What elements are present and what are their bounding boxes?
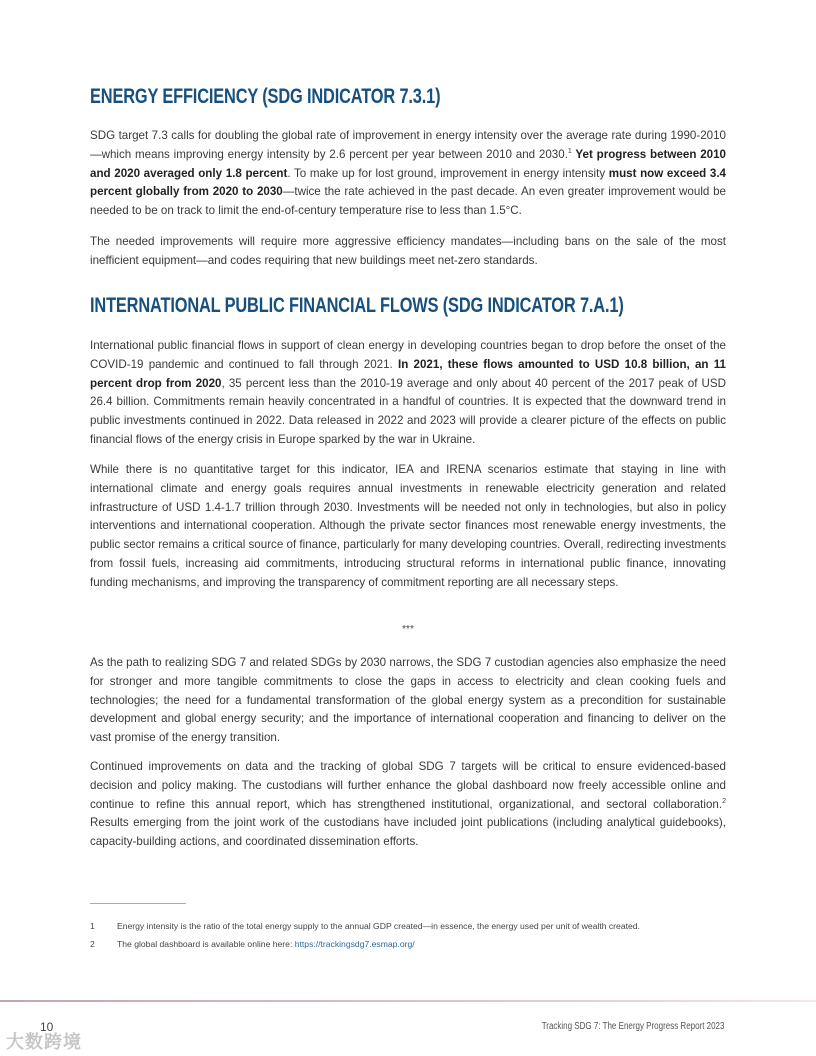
footnote-number: 2 <box>90 939 95 949</box>
section-heading-energy-efficiency: ENERGY EFFICIENCY (SDG INDICATOR 7.3.1) <box>90 85 441 108</box>
text: —twice the rate achieved in the past decade. An even greater improvement would be needed to be on track to limit the end-of-century temperature rise to less than 1.5°C. <box>90 185 726 218</box>
text: International public financial flows in support of clean energy in developing countries began to drop before the onset of the COVID-19 pandemic and continued to fall through 2021. <box>90 339 726 371</box>
closing-paragraph-2 <box>90 758 726 852</box>
energy-efficiency-paragraph-1 <box>90 127 726 221</box>
financial-flows-paragraph-1 <box>90 337 726 450</box>
dashboard-link[interactable]: https://trackingsdg7.esmap.org/ <box>294 939 415 949</box>
bold-text: must now exceed 3.4 percent globally from 2020 to 2030 <box>90 166 726 199</box>
text: , 35 percent less than the 2010-19 average and only about 40 percent of the 2017 peak of USD 26.4 billion. Commitments remain heavily concentrated in a handful of countries. It is expected that the downward trend in public investments continued in 2022. Data released in 2022 and 2023 will provide a clearer picture of the effects on public financial flows of the energy crisis in Europe sparked by the war in Ukraine. <box>90 376 726 446</box>
running-title: Tracking SDG 7: The Energy Progress Report 2023 <box>541 1021 724 1032</box>
footer-divider <box>0 1000 816 1002</box>
footnote-divider <box>90 903 186 904</box>
closing-paragraph-1: As the path to realizing SDG 7 and related SDGs by 2030 narrows, the SDG 7 custodian agencies also emphasize the need for stronger and more tangible commitments to close the gaps in access to electricity and clean cooking fuels and technologies; the need for a fundamental transformation of the global energy system as a precondition for sustainable development and global energy security; and the importance of international cooperation and financing to deliver on the vast promise of the energy transition. <box>90 656 726 745</box>
footnote-ref[interactable]: 2 <box>722 797 726 805</box>
bold-text: In 2021, these flows amounted to USD 10.8 billion, an 11 percent drop from 2020 <box>90 357 726 390</box>
section-heading-public-financial-flows: INTERNATIONAL PUBLIC FINANCIAL FLOWS (SDG INDICATOR 7.A.1) <box>90 294 624 317</box>
footnote-ref[interactable]: 1 <box>567 147 572 155</box>
footnote-text: Energy intensity is the ratio of the total energy supply to the annual GDP created—in essence, the energy used per unit of wealth created. <box>117 921 640 931</box>
energy-efficiency-paragraph-2: The needed improvements will require more aggressive efficiency mandates—including bans on the sale of the most inefficient equipment—and codes requiring that new buildings meet net-zero standards. <box>90 235 726 267</box>
footnote-text: The global dashboard is available online here: <box>117 939 295 949</box>
text: Results emerging from the joint work of the custodians have included joint publications (including analytical guidebooks), capacity-building actions, and coordinated dissemination efforts. <box>90 816 726 849</box>
page-number: 10 <box>40 1020 54 1034</box>
bold-text: Yet progress between 2010 and 2020 averaged only 1.8 percent <box>90 147 726 180</box>
footnote-1 <box>90 921 640 931</box>
section-separator: *** <box>402 624 414 635</box>
text: SDG target 7.3 calls for doubling the global rate of improvement in energy intensity over the average rate during 1990-2010—which means improving energy intensity by 2.6 percent per year between 2010 and 2030. <box>90 129 726 161</box>
watermark-logo: 大数跨境 <box>6 1032 82 1052</box>
text: . To make up for lost ground, improvement in energy intensity <box>287 166 609 180</box>
footnote-2 <box>90 939 415 949</box>
financial-flows-paragraph-2: While there is no quantitative target for this indicator, IEA and IRENA scenarios estimate that staying in line with international climate and energy goals requires annual investments in renewable electricity generation and related infrastructure of USD 1.4-1.7 trillion through 2030. Investments will be needed not only in technologies, but also in policy interventions and international cooperation. Although the private sector finances most renewable energy investments, the public sector remains a critical source of finance, particularly for many developing countries. Overall, redirecting investments from fossil fuels, increasing aid commitments, introducing structural reforms in international public finance, innovating funding mechanisms, and improving the transparency of commitment reporting are all necessary steps. <box>90 463 727 589</box>
footnote-number: 1 <box>90 921 95 931</box>
text: Continued improvements on data and the tracking of global SDG 7 targets will be critical to ensure evidenced-based decision and policy making. The custodians will further enhance the global dashboard now freely accessible online and continue to refine this annual report, which has strengthened institutional, organizational, and sectoral collaboration. <box>90 760 726 811</box>
